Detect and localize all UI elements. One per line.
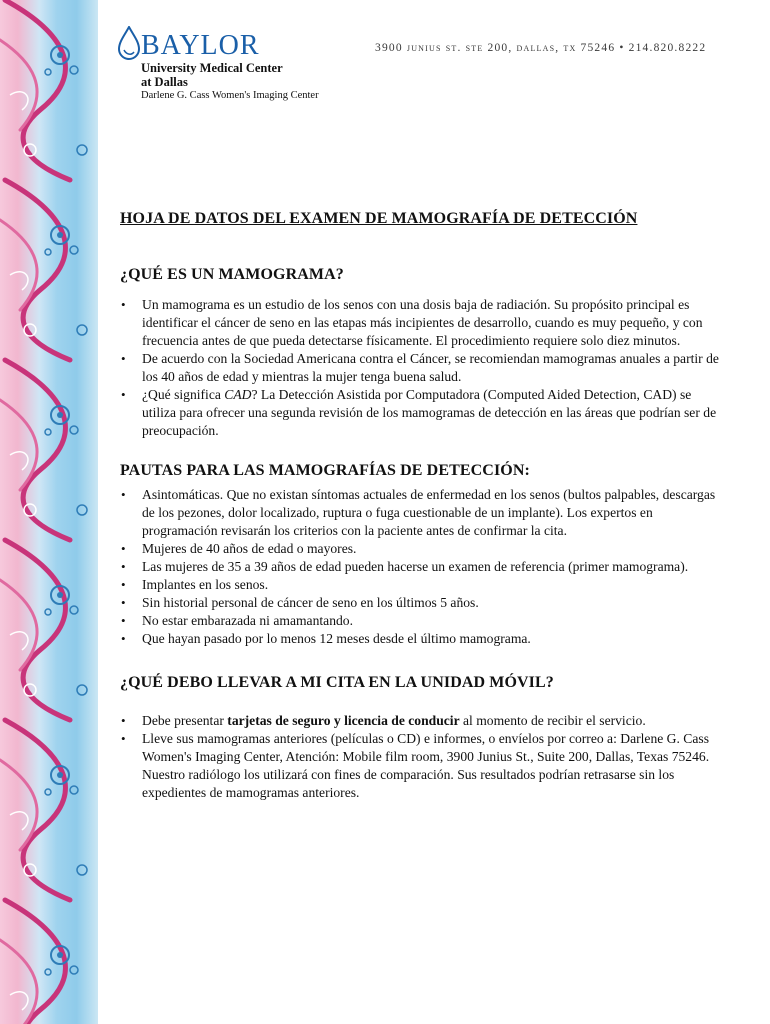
section-what-is-mammogram <box>120 266 725 440</box>
bring-item-bold: tarjetas de seguro y licencia de conducir <box>227 713 460 728</box>
list-item: • Implantes en los senos. <box>142 576 725 594</box>
bullet-list <box>120 712 725 802</box>
document-body <box>120 210 725 802</box>
list-item: • No estar embarazada ni amamantando. <box>142 612 725 630</box>
logo-location: at Dallas <box>141 75 188 89</box>
list-item <box>142 386 725 440</box>
list-item: • Lleve sus mamogramas anteriores (películas o CD) e informes, o envíelos por correo a: Darlene G. Cass Women's Imaging Center, Atención: Mobile film room, 3900 Junius St., Suite 200, Dallas, Texas 75246. Nuestro radiólogo los utilizará con fines de comparación. Sus resultados podrían retrasarse sin los expedientes de mamogramas anteriores. <box>142 730 725 802</box>
water-drop-icon <box>118 26 140 60</box>
address-line: 3900 junius st. ste 200, dallas, tx 75246 • 214.820.8222 <box>375 42 707 54</box>
bring-item-post: al momento de recibir el servicio. <box>459 713 646 728</box>
list-item: • De acuerdo con la Sociedad Americana contra el Cáncer, se recomiendan mamogramas anuales a partir de los 40 años de edad y mientras la mujer tenga buena salud. <box>142 350 725 386</box>
list-item: • Mujeres de 40 años de edad o mayores. <box>142 540 725 558</box>
list-item: • Un mamograma es un estudio de los senos con una dosis baja de radiación. Su propósito principal es identificar el cáncer de seno en las etapas más incipientes de desarrollo, cuando es muy pequeño, y con frecuencia antes de que pueda detectarse físicamente. El procedimiento requiere solo diez minutos. <box>142 296 725 350</box>
bullet-list <box>120 486 725 648</box>
floral-border <box>0 0 98 1024</box>
bring-item-pre: Debe presentar <box>142 713 228 728</box>
list-item: • Las mujeres de 35 a 39 años de edad pueden hacerse un examen de referencia (primer mamograma). <box>142 558 725 576</box>
section-what-to-bring <box>120 674 725 802</box>
list-item: • Sin historial personal de cáncer de seno en los últimos 5 años. <box>142 594 725 612</box>
floral-pattern-icon <box>0 0 98 1024</box>
list-item <box>142 712 725 730</box>
section-heading: PAUTAS PARA LAS MAMOGRAFÍAS DE DETECCIÓN: <box>120 462 530 479</box>
list-item: • Asintomáticas. Que no existan síntomas actuales de enfermedad en los senos (bultos palpables, descargas de los pezones, dolor localizado, ruptura o fuga cuestionable de un implante). Los expertos en programación revisarán los criterios con la paciente antes de confirmar la cita. <box>142 486 725 540</box>
cad-item-pre: ¿Qué significa <box>142 387 225 402</box>
cad-item-post: ? La Detección Asistida por Computadora (Computed Aided Detection, CAD) se utiliza para ofrecer una segunda revisión de los mamogramas de detección en las áreas que podrían ser de preocupación. <box>142 387 717 438</box>
bullet-list <box>120 296 725 440</box>
section-heading: ¿QUÉ ES UN MAMOGRAMA? <box>120 266 344 283</box>
baylor-logo <box>115 22 355 102</box>
cad-term: CAD <box>224 387 252 402</box>
document-title: HOJA DE DATOS DEL EXAMEN DE MAMOGRAFÍA DE DETECCIÓN <box>120 210 638 227</box>
section-guidelines <box>120 462 725 648</box>
section-heading: ¿QUÉ DEBO LLEVAR A MI CITA EN LA UNIDAD MÓVIL? <box>120 674 554 691</box>
logo-center-name: Darlene G. Cass Women's Imaging Center <box>141 90 319 101</box>
logo-wordmark: BAYLOR <box>141 30 260 61</box>
letterhead <box>110 22 750 112</box>
list-item: • Que hayan pasado por lo menos 12 meses desde el último mamograma. <box>142 630 725 648</box>
logo-subtitle: University Medical Center <box>141 61 283 75</box>
